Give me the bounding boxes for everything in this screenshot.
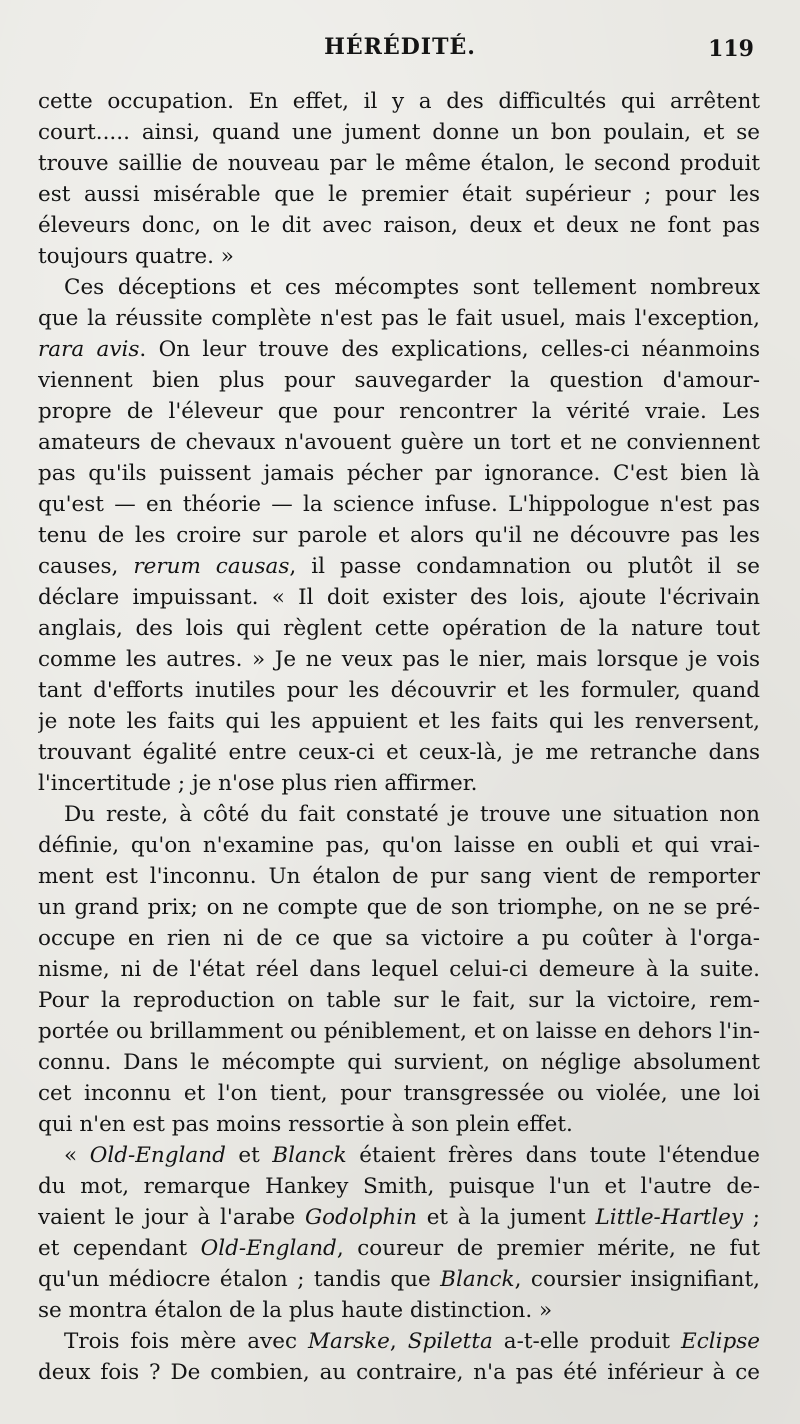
text-line <box>38 365 760 396</box>
text-line <box>38 396 760 427</box>
text-segment: ment est l'inconnu. Un étalon de pur sang vient de remporter <box>38 864 760 889</box>
text-line <box>38 830 760 861</box>
text-line <box>38 1047 760 1078</box>
text-segment: causes, <box>38 554 134 579</box>
text-segment: tant d'efforts inutiles pour les découvrir et les formuler, quand <box>38 678 760 703</box>
text-segment: propre de l'éleveur que pour rencontrer la vérité vraie. Les <box>38 399 760 424</box>
page-header <box>0 34 800 74</box>
text-segment: et à la jument <box>416 1205 596 1230</box>
text-line <box>38 582 760 613</box>
text-segment: éleveurs donc, on le dit avec raison, deux et deux ne font pas <box>38 213 760 238</box>
text-segment: ; <box>743 1205 760 1230</box>
text-segment: qui n'en est pas moins ressortie à son plein effet. <box>38 1112 573 1137</box>
italic-text: rerum causas <box>133 554 290 579</box>
text-line <box>38 272 760 303</box>
text-line <box>38 706 760 737</box>
text-line <box>38 1202 760 1233</box>
italic-text: Little-Hartley <box>595 1205 744 1230</box>
text-segment: a-t-elle produit <box>492 1329 681 1354</box>
text-segment: Ces déceptions et ces mécomptes sont tellement nombreux <box>64 275 760 300</box>
text-segment: comme les autres. » Je ne veux pas le nier, mais lorsque je vois <box>38 647 760 672</box>
text-segment: , coureur de premier mérite, ne fut <box>336 1236 760 1261</box>
text-segment: définie, qu'on n'examine pas, qu'on laisse en oubli et qui vrai- <box>38 833 760 858</box>
text-segment: toujours quatre. » <box>38 244 234 269</box>
text-segment: je note les faits qui les appuient et les faits qui les renversent, <box>38 709 760 734</box>
text-segment: trouvant égalité entre ceux-ci et ceux-là, je me retranche dans <box>38 740 760 765</box>
text-segment: se montra étalon de la plus haute distinction. » <box>38 1298 553 1323</box>
italic-text: Godolphin <box>304 1205 417 1230</box>
text-segment: cet inconnu et l'on tient, pour transgressée ou violée, une loi <box>38 1081 760 1106</box>
text-segment: est aussi misérable que le premier était supérieur ; pour les <box>38 182 760 207</box>
text-segment: étaient frères dans toute l'étendue <box>346 1143 760 1168</box>
text-line <box>38 892 760 923</box>
italic-text: Marske <box>308 1329 390 1354</box>
text-line <box>38 1264 760 1295</box>
text-segment: cette occupation. En effet, il y a des difficultés qui arrêtent <box>38 89 760 114</box>
text-segment: Pour la reproduction on table sur le fait, sur la victoire, rem- <box>38 988 760 1013</box>
text-segment: et cependant <box>38 1236 201 1261</box>
text-line <box>38 923 760 954</box>
italic-text: rara avis <box>38 337 140 362</box>
text-segment: Trois fois mère avec <box>64 1329 308 1354</box>
page-number: 119 <box>708 36 754 62</box>
text-segment: un grand prix; on ne compte que de son triomphe, on ne se pré- <box>38 895 760 920</box>
text-line <box>38 737 760 768</box>
text-line <box>38 1078 760 1109</box>
text-line <box>38 520 760 551</box>
text-segment: connu. Dans le mécompte qui survient, on néglige absolument <box>38 1050 760 1075</box>
text-segment: et <box>225 1143 273 1168</box>
text-line <box>38 985 760 1016</box>
text-line <box>38 861 760 892</box>
text-segment: occupe en rien ni de ce que sa victoire a pu coûter à l'orga- <box>38 926 760 951</box>
text-line <box>38 117 760 148</box>
text-line <box>38 1326 760 1357</box>
text-line <box>38 1357 760 1388</box>
text-line <box>38 458 760 489</box>
text-segment: amateurs de chevaux n'avouent guère un tort et ne conviennent <box>38 430 760 455</box>
text-segment: nisme, ni de l'état réel dans lequel celui-ci demeure à la suite. <box>38 957 760 982</box>
text-segment: tenu de les croire sur parole et alors qu'il ne découvre pas les <box>38 523 760 548</box>
text-segment: Du reste, à côté du fait constaté je trouve une situation non <box>64 802 760 827</box>
italic-text: Blanck <box>272 1143 347 1168</box>
text-segment: pas qu'ils puissent jamais pécher par ignorance. C'est bien là <box>38 461 760 486</box>
italic-text: Eclipse <box>681 1329 760 1354</box>
text-segment: court..... ainsi, quand une jument donne un bon poulain, et se <box>38 120 760 145</box>
text-segment: vaient le jour à l'arabe <box>38 1205 305 1230</box>
text-line <box>38 1140 760 1171</box>
text-line <box>38 675 760 706</box>
text-line <box>38 303 760 334</box>
text-segment: trouve saillie de nouveau par le même étalon, le second produit <box>38 151 760 176</box>
text-line <box>38 799 760 830</box>
text-segment: du mot, remarque Hankey Smith, puisque l'un et l'autre de- <box>38 1174 760 1199</box>
text-line <box>38 613 760 644</box>
text-segment: viennent bien plus pour sauvegarder la question d'amour- <box>38 368 760 393</box>
text-line <box>38 1233 760 1264</box>
text-segment: qu'est — en théorie — la science infuse. L'hippologue n'est pas <box>38 492 760 517</box>
text-line <box>38 241 760 272</box>
running-title: HÉRÉDITÉ. <box>324 34 476 60</box>
text-segment: anglais, des lois qui règlent cette opération de la nature tout <box>38 616 760 641</box>
text-segment: deux fois ? De combien, au contraire, n'a pas été inférieur à ce <box>38 1360 760 1385</box>
text-segment: , coursier insignifiant, <box>514 1267 760 1292</box>
text-line <box>38 1295 760 1326</box>
text-segment: déclare impuissant. « Il doit exister des lois, ajoute l'écrivain <box>38 585 760 610</box>
italic-text: Old-England <box>89 1143 226 1168</box>
text-segment: qu'un médiocre étalon ; tandis que <box>38 1267 441 1292</box>
text-line <box>38 768 760 799</box>
text-line <box>38 1171 760 1202</box>
text-line <box>38 86 760 117</box>
text-line <box>38 334 760 365</box>
text-segment: portée ou brillamment ou péniblement, et on laisse en dehors l'in- <box>38 1019 760 1044</box>
italic-text: Blanck <box>440 1267 515 1292</box>
text-line <box>38 148 760 179</box>
text-segment: l'incertitude ; je n'ose plus rien affirmer. <box>38 771 478 796</box>
text-segment: « <box>64 1143 90 1168</box>
text-line <box>38 1016 760 1047</box>
text-line <box>38 954 760 985</box>
text-line <box>38 427 760 458</box>
text-segment: , il passe condamnation ou plutôt il se <box>289 554 760 579</box>
text-line <box>38 644 760 675</box>
italic-text: Old-England <box>200 1236 337 1261</box>
text-line <box>38 1109 760 1140</box>
text-segment: , <box>389 1329 408 1354</box>
text-line <box>38 179 760 210</box>
text-line <box>38 551 760 582</box>
body-text <box>38 86 760 1388</box>
text-segment: . On leur trouve des explications, celles-ci néanmoins <box>139 337 760 362</box>
text-line <box>38 489 760 520</box>
text-segment: que la réussite complète n'est pas le fait usuel, mais l'exception, <box>38 306 760 331</box>
italic-text: Spiletta <box>407 1329 493 1354</box>
text-line <box>38 210 760 241</box>
